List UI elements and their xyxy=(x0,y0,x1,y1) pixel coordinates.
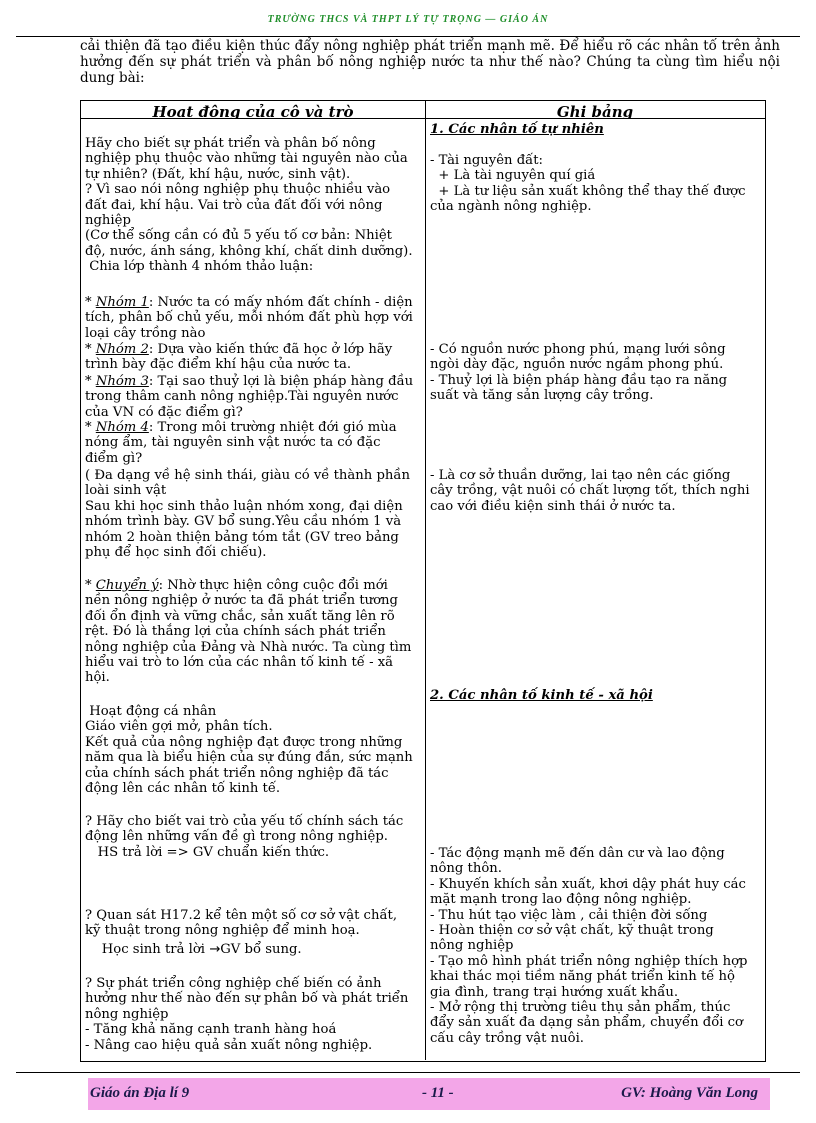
answer-prefix: Học sinh trả lời xyxy=(85,942,210,957)
section-natural-factors: 1. Các nhân tố tự nhiên xyxy=(430,122,604,137)
left-block-resources: Hãy cho biết sự phát triển và phân bố nông nghiệp phụ thuộc vào những tài nguyên nào của tự nhiên? (Đất, khí hậu, nước, sinh vật). ? Vì sao nói nông nghiệp phụ thuộc nhiều vào đất đai, khí hậu. Vai trò của đất đối với nông nghiệp (Cơ thể sống cần có đủ 5 yếu tố cơ bản: Nhiệt độ, nước, ánh sáng, không khí, chất dinh dưỡng). Chia lớp thành 4 nhóm thảo luận: xyxy=(85,136,413,275)
group-2-text: : Dựa vào kiến thức đã học ở lớp hãy trình bày đặc điểm khí hậu của nước ta. xyxy=(85,342,397,373)
column-header-board-notes: Ghi bảng xyxy=(556,103,634,119)
section-socio-economic-factors: 2. Các nhân tố kinh tế - xã hội xyxy=(430,688,653,703)
right-block-land: - Tài nguyên đất: + Là tài nguyên quí giá + Là tư liệu sản xuất không thể thay thế được của ngành nông nghiệp. xyxy=(430,153,746,215)
right-block-water: - Có nguồn nước phong phú, mạng lưới sông ngòi dày đặc, nguồn nước ngầm phong phú. - Thuỷ lợi là biện pháp hàng đầu tạo ra năng suất và tăng sản lượng cây trồng. xyxy=(430,342,728,404)
group-2-task: * Nhóm 2: Dựa vào kiến thức đã học ở lớp hãy trình bày đặc điểm khí hậu của nước ta. xyxy=(85,342,397,373)
footer-divider xyxy=(16,1072,800,1073)
arrow-right-icon: → xyxy=(209,942,221,957)
left-block-policy-question: ? Hãy cho biết vai trò của yếu tố chính sách tác động lên những vấn đề gì trong nông nghiệp. HS trả lời => GV chuẩn kiến thức. xyxy=(85,814,404,860)
transition-label: Chuyển ý xyxy=(95,578,159,593)
transition-note: * Chuyển ý: Nhờ thực hiện công cuộc đổi mới nền nông nghiệp ở nước ta đã phát triển tương đối ổn định và vững chắc, sản xuất tăng lên rõ rệt. Đó là thắng lợi của chính sách phát triển nông nghiệp của Đảng và Nhà nước. Ta cùng tìm hiểu vai trò to lớn của các nhân tố kinh tế - xã hội. xyxy=(85,578,416,686)
group-4-task: * Nhóm 4: Trong môi trường nhiệt đới gió mùa nóng ẩm, tài nguyên sinh vật nước ta có đặc điểm gì? xyxy=(85,420,401,466)
left-block-individual: Hoạt động cá nhân Giáo viên gợi mở, phân tích. Kết quả của nông nghiệp đạt được trong những năm qua là biểu hiện của sự đúng đắn, sức mạnh của chính sách phát triển nông nghiệp đã tác động lên các nhân tố kinh tế. xyxy=(85,704,413,797)
right-block-policy-effects: - Tác động mạnh mẽ đến dân cư và lao động nông thôn. - Khuyến khích sản xuất, khơi dậy phát huy các mặt mạnh trong lao động nông nghiệp. - Thu hút tạo việc làm , cải thiện đời sống - Hoàn thiện cơ sở vật chất, kỹ thuật trong nông nghiệp - Tạo mô hình phát triển nông nghiệp thích hợp khai thác mọi tiềm năng phát triển kinh tế hộ gia đình, trang trại hướng xuất khẩu. - Mở rộng thị trường tiêu thụ sản phẩm, thúc đẩy sản xuất đa dạng sản phẩm, chuyển đổi cơ cấu cây trồng vật nuôi. xyxy=(430,846,748,1046)
answer-suffix: GV bổ sung. xyxy=(220,942,302,957)
group-3-task: * Nhóm 3: Tại sao thuỷ lợi là biện pháp hàng đầu trong thâm canh nông nghiệp.Tài nguyên nước của VN có đặc điểm gì? xyxy=(85,374,418,420)
group-1-label: Nhóm 1 xyxy=(95,295,149,310)
header-divider xyxy=(16,36,800,37)
footer-page-number: - 11 - xyxy=(422,1085,454,1101)
page-footer xyxy=(88,1078,770,1110)
left-block-processing-industry: ? Sự phát triển công nghiệp chế biến có ảnh hưởng như thế nào đến sự phân bố và phát triển nông nghiệp - Tăng khả năng cạnh tranh hàng hoá - Nâng cao hiệu quả sản xuất nông nghiệp. xyxy=(85,976,409,1053)
group-3-label: Nhóm 3 xyxy=(95,374,149,389)
right-block-biology: - Là cơ sở thuần dưỡng, lai tạo nên các giống cây trồng, vật nuôi có chất lượng tốt, thích nghi cao với điều kiện sinh thái ở nước ta. xyxy=(430,468,754,514)
group-1-text: : Nước ta có mấy nhóm đất chính - diện tích, phân bố chủ yếu, mỗi nhóm đất phù hợp với loại cây trồng nào xyxy=(85,295,418,341)
left-block-discussion: ( Đa dạng về hệ sinh thái, giàu có về thành phần loài sinh vật Sau khi học sinh thảo luận nhóm xong, đại diện nhóm trình bày. GV bổ sung.Yêu cầu nhóm 1 và nhóm 2 hoàn thiện bảng tóm tắt (GV treo bảng phụ để học sinh đối chiếu). xyxy=(85,468,410,561)
footer-teacher-name: GV: Hoàng Văn Long xyxy=(621,1085,758,1101)
column-header-activities: Hoạt động của cô và trò xyxy=(152,103,354,119)
transition-text: : Nhờ thực hiện công cuộc đổi mới nền nông nghiệp ở nước ta đã phát triển tương đối ổn định và vững chắc, sản xuất tăng lên rõ rệt. Đó là thắng lợi của chính sách phát triển nông nghiệp của Đảng và Nhà nước. Ta cùng tìm hiểu vai trò to lớn của các nhân tố kinh tế - xã hội. xyxy=(85,578,416,686)
group-3-text: : Tại sao thuỷ lợi là biện pháp hàng đầu trong thâm canh nông nghiệp.Tài nguyên nước của VN có đặc điểm gì? xyxy=(85,374,418,420)
group-1-task: * Nhóm 1: Nước ta có mấy nhóm đất chính - diện tích, phân bố chủ yếu, mỗi nhóm đất phù hợp với loại cây trồng nào xyxy=(85,295,418,341)
group-2-label: Nhóm 2 xyxy=(95,342,149,357)
column-divider xyxy=(425,100,426,1060)
header-title: TRƯỜNG THCS VÀ THPT LÝ TỰ TRỌNG — GIÁO ÁN xyxy=(267,14,549,25)
group-4-label: Nhóm 4 xyxy=(95,420,149,435)
intro-paragraph: cải thiện đã tạo điều kiện thúc đẩy nông nghiệp phát triển mạnh mẽ. Để hiểu rõ các nhân tố trên ảnh hưởng đến sự phát triển và phân bố nông nghiệp nước ta như thế nào? Chúng ta cùng tìm hiểu nội dung bài: xyxy=(80,38,780,86)
footer-course-title: Giáo án Địa lí 9 xyxy=(90,1085,190,1101)
group-4-text: : Trong môi trường nhiệt đới gió mùa nóng ẩm, tài nguyên sinh vật nước ta có đặc điểm gì? xyxy=(85,420,401,466)
left-block-student-answer xyxy=(85,942,302,957)
left-block-infrastructure-question: ? Quan sát H17.2 kể tên một số cơ sở vật chất, kỹ thuật trong nông nghiệp để minh hoạ. xyxy=(85,908,402,939)
